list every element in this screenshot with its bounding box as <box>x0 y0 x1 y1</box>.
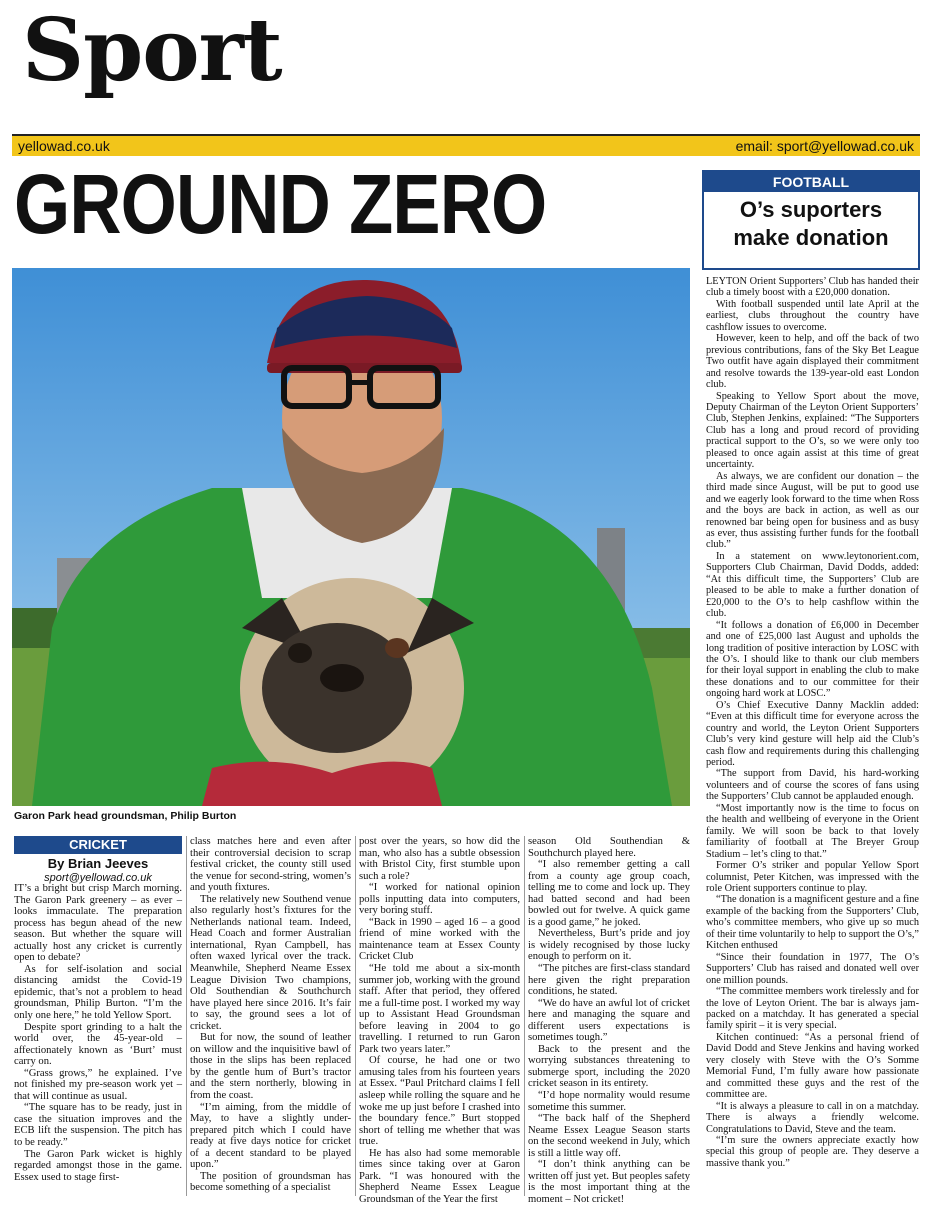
top-bar <box>12 134 920 156</box>
cricket-column-2 <box>190 836 351 1194</box>
cricket-paragraph: post over the years, so how did the man, who also has a subtle obsession with Bristol City, first stumble upon such a role? <box>359 836 520 882</box>
cricket-column-3 <box>359 836 520 1206</box>
cricket-paragraph: As for self-isolation and social distancing amidst the Covid-19 epidemic, that’s not a problem to head groundsman, Philip Burton. “I’m the only one here,” he told Yellow Sport. <box>14 963 182 1022</box>
email-link[interactable]: email: sport@yellowad.co.uk <box>735 138 914 154</box>
football-paragraph: “The donation is a magnificent gesture and a fine example of the backing from the Supporters’ Club, who’s committee members, who give up so much of their time voluntarily to help to support the O’s,” Kitchen enthused <box>706 894 920 952</box>
cricket-paragraph: “The square has to be ready, just in case the situation improves and the ECB lift the suspension. The pitch has to be ready.” <box>14 1102 182 1149</box>
football-paragraph: “The committee members work tirelessly and for the love of Leyton Orient. The bar is always jam-packed on a matchday. It has generated a special family spirit – it is very special. <box>706 986 919 1032</box>
website-link[interactable]: yellowad.co.uk <box>18 138 110 154</box>
cricket-paragraph: He has also had some memorable times since taking over at Garon Park. “I was honoured with the Shepherd Neame Essex League Groundsman of the Year the first <box>359 1147 520 1205</box>
column-divider <box>524 836 525 1196</box>
football-paragraph: LEYTON Orient Supporters’ Club has handed their club a timely boost with a £20,000 donation. <box>706 276 919 299</box>
cricket-byline <box>14 836 182 884</box>
cricket-paragraph: “I’d hope normality would resume sometime this summer. <box>528 1090 690 1113</box>
football-paragraph: “It follows a donation of £6,000 in December and one of £25,000 last August and upholds the long tradition of positive interaction by LOSC with the O’s. I should like to thank our club members for their loyal support in enabling the club to make these donations and to our committee for their ongoing hard work at LOSC.” <box>706 619 919 700</box>
cricket-paragraph: “We do have an awful lot of cricket here and managing the square and different users expectations is sometimes tough.” <box>528 997 690 1044</box>
cricket-paragraph: “The pitches are first-class standard here given the right preparation conditions, he stated. <box>528 963 690 998</box>
groundsman-photo <box>12 268 690 806</box>
author-name: By Brian Jeeves <box>47 856 149 871</box>
football-paragraph: “Most importantly now is the time to focus on the health and wellbeing of everyone in the Orient family. We will soon be back to that lovely familiarity of football at The Breyer Group Stadium – let’s cling to that.” <box>706 802 919 860</box>
football-paragraph: In a statement on www.leytonorient.com, Supporters Club Chairman, David Dodds, added: “At this difficult time, the Supporters’ Club are pleased to be able to make a further donation of £20,000 to the O’s to help cashflow within the club. <box>706 550 919 620</box>
football-paragraph: “The support from David, his hard-working volunteers and of course the scores of fans using the Supporters’ Club cannot be applauded enough. <box>706 768 919 803</box>
football-paragraph: O’s Chief Executive Danny Macklin added: “Even at this difficult time for everyone across the country and world, the Leyton Orient Supporters Club’s very kind gesture will help aid the Club’s cash flow and requirements during this challenging period. <box>706 699 919 769</box>
football-box <box>702 170 920 270</box>
cricket-paragraph: “I worked for national opinion polls inputting data into computers, very boring stuff. <box>359 882 520 917</box>
cricket-paragraph: “The back half of the Shepherd Neame Essex League Season starts on the second weekend in July, which is still a little way off. <box>528 1113 690 1159</box>
cricket-paragraph: Despite sport grinding to a halt the world over, the 45-year-old – affectionately known as ‘Burt’ must carry on. <box>14 1021 182 1068</box>
football-paragraph: “I’m sure the owners appreciate exactly how special this group of people are. They deserve a massive thank you.” <box>706 1134 919 1169</box>
cricket-paragraph: The relatively new Southend venue also regularly host’s fixtures for the Netherlands national team. Indeed, Head Coach and former Australian international, Ryan Campbell, has often waxed lyrical over the track. Meanwhile, Shepherd Neame Essex League Division Two champions, Old Southendian & Southchurch have played here since 2016. It’s fair to say, the ground sees a lot of cricket. <box>190 893 351 1032</box>
football-paragraph: Speaking to Yellow Sport about the move, Deputy Chairman of the Leyton Orient Supporters’ Club, Stephen Jenkins, explained: “The Supporters Club has a long and proud record of providing practical support to the O’s, so we were only too pleased to once again assist at this time of great uncertainty. <box>706 390 919 471</box>
column-divider <box>355 836 356 1196</box>
football-headline-line-1: O’s suporters <box>739 197 883 222</box>
masthead-title: Sport <box>22 0 282 101</box>
football-article-body <box>706 276 919 1169</box>
football-paragraph: “It is always a pleasure to call in on a matchday. There is always a friendly welcome. Congratulations to David, Steve and the team. <box>706 1100 919 1135</box>
football-paragraph: Former O’s striker and popular Yellow Sport columnist, Peter Kitchen, was impressed with the role Orient supporters continue to play. <box>706 860 919 895</box>
cricket-paragraph: Nevertheless, Burt’s pride and joy is widely recognised by those lucky enough to perform on it. <box>528 928 690 963</box>
football-headline <box>704 196 918 252</box>
cricket-paragraph: class matches here and even after their controversial decision to scrap festival cricket, the county still used the venue for second-string, women’s and youth fixtures. <box>190 836 351 894</box>
football-headline-line-2: make donation <box>733 225 889 250</box>
author-email[interactable]: sport@yellowad.co.uk <box>44 872 152 884</box>
cricket-paragraph: season Old Southendian & Southchurch played here. <box>528 836 690 859</box>
football-paragraph: With football suspended until late April at the earliest, clubs throughout the country have cashflow issues to overcome. <box>706 298 919 333</box>
cricket-paragraph: “Grass grows,” he explained. I’ve not finished my pre-season work yet – that will continue as usual. <box>14 1067 182 1102</box>
cricket-paragraph: Back to the present and the worrying substances threatening to submerge sport, including the 2020 cricket season in its entirety. <box>528 1043 690 1090</box>
football-paragraph: However, keen to help, and off the back of two previous contributions, fans of the Sky Bet League Two outfit have again displayed their commitment and resolve towards the 139-year-old east London club. <box>706 333 919 391</box>
cricket-paragraph: “He told me about a six-month summer job, working with the ground staff. After that period, they offered me a full-time post. I worked my way up to Assistant Head Groundsman before leaving in 2004 to go travelling. I returned to run Garon Park two years later.” <box>359 963 520 1055</box>
cricket-paragraph: IT’s a bright but crisp March morning. The Garon Park greenery – as ever – looks immaculate. The preparation process has begun ahead of the new season. But whether the square will actually host any cricket is currently open to debate? <box>14 883 182 964</box>
cricket-paragraph: Of course, he had one or two amusing tales from his fourteen years at Essex. “Paul Pritchard claims I fell asleep while rolling the square and he woke me up just before I crashed into the boundary fence.” Burt stopped short of telling me whether that was true. <box>359 1055 520 1148</box>
football-paragraph: As always, we are confident our donation – the third made since August, will be put to good use and we eagerly look forward to the time when Ross and the boys are back in action, as well as our renowned bar being open for business and as busy as ever, thus assisting further funds for the football club.” <box>706 470 919 551</box>
cricket-paragraph: The Garon Park wicket is highly regarded amongst those in the game. Essex used to stage first- <box>14 1148 182 1183</box>
cricket-column-1 <box>14 883 182 1183</box>
football-paragraph: Kitchen continued: “As a personal friend of David Dodd and Steve Jenkins and having worked very closely with Steve with the O’s Somme Memorial Fund, I’m fully aware how passionate and committed these guys and the rest of the committee are. <box>706 1031 919 1101</box>
cricket-paragraph: “I also remember getting a call from a county age group coach, telling me to come and lock up. They had batted second and had been bowled out for twelve. A quick game is a good game,” he joked. <box>528 859 690 928</box>
cricket-paragraph: The position of groundsman has become something of a specialist <box>190 1170 351 1194</box>
football-section-label: FOOTBALL <box>704 172 918 192</box>
cricket-paragraph: But for now, the sound of leather on willow and the inquisitive bawl of those in the slips has been replaced by the gentle hum of Burt’s tractor and the stern northerly, blowing in from the coast. <box>190 1032 351 1102</box>
cricket-paragraph: “I don’t think anything can be written off just yet. But peoples safety is the most important thing at the moment – Not cricket! <box>528 1159 690 1205</box>
cricket-paragraph: “Back in 1990 – aged 16 – a good friend of mine worked with the maintenance team at Essex County Cricket Club <box>359 916 520 963</box>
main-headline: GROUND ZERO <box>14 157 547 251</box>
cricket-column-4 <box>528 836 690 1206</box>
column-divider <box>186 836 187 1196</box>
photo-caption: Garon Park head groundsman, Philip Burton <box>14 810 237 822</box>
football-paragraph: “Since their foundation in 1977, The O’s Supporters’ Club has raised and donated well over one million pounds. <box>706 951 919 986</box>
cricket-paragraph: “I’m aiming, from the middle of May, to have a slightly under-prepared pitch which I could have ready at five days notice for cricket of a decent standard to be played upon.” <box>190 1101 351 1171</box>
cricket-section-label: CRICKET <box>14 836 182 854</box>
